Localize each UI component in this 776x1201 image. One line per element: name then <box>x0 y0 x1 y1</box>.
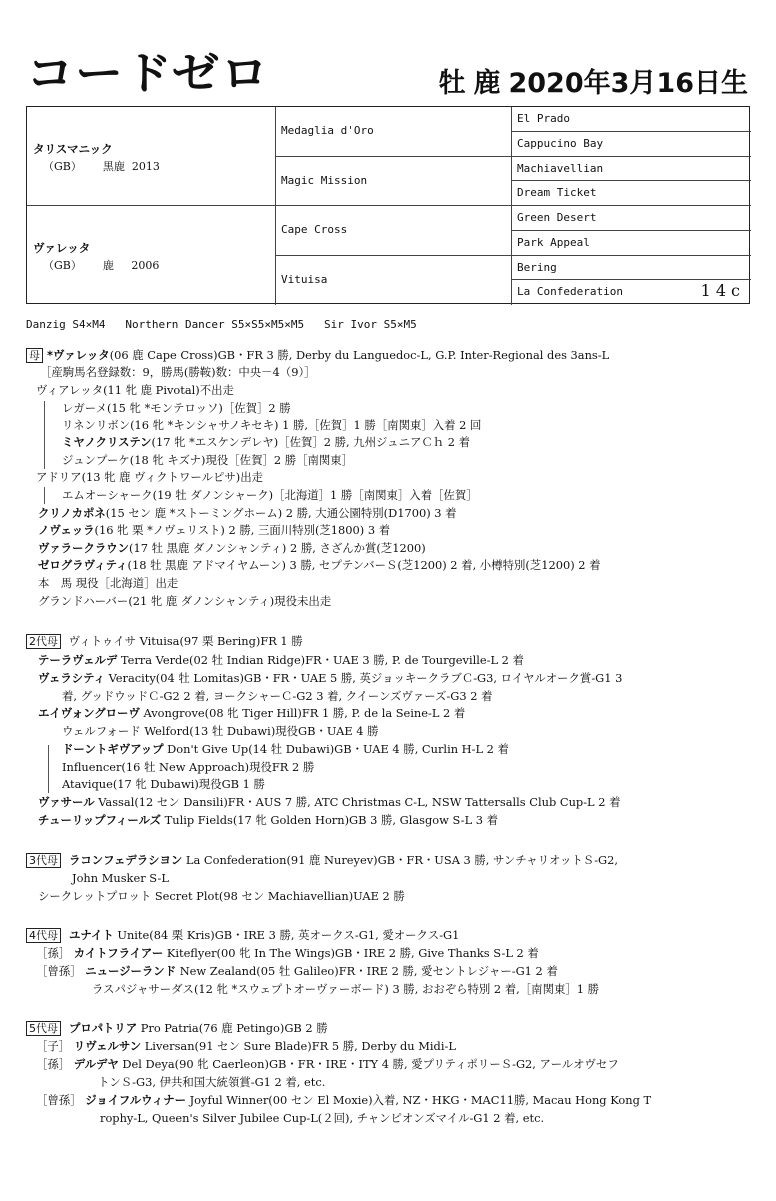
horse-name-bold: ヴァラークラウン <box>38 541 130 555</box>
record-text: (16 牝 栗 *ノヴェリスト) 2 勝, 三面川特別(芝1800) 3 着 <box>94 523 391 537</box>
g3-cell <box>512 231 751 256</box>
horse-color: 鹿 <box>473 68 501 99</box>
record-text: エムオーシャーク(19 牡 ダノンシャーク)［北海道］1 勝［南関東］入着［佐賀］ <box>62 488 478 502</box>
family-line <box>38 813 498 828</box>
g3-cell <box>512 206 751 231</box>
record-text: アドリア(13 牝 鹿 ヴィクトワールピサ)出走 <box>36 470 263 484</box>
record-text: (06 鹿 Cape Cross)GB・FR 3 勝, Derby du Languedoc-L, G.P. Inter-Regional des 3ans-L <box>109 348 610 362</box>
record-text: New Zealand(05 牡 Galileo)FR・IRE 2 勝, 愛セントレジャー-G1 2 着 <box>176 964 558 978</box>
family-line <box>36 946 539 961</box>
record-text: 着, グッドウッドＣ-G2 2 着, ヨークシャーＣ-G2 3 着, クイーンズヴァーズ-G3 2 着 <box>62 689 493 703</box>
family-line <box>38 576 178 591</box>
dam-name: ヴァレッタ <box>33 241 91 255</box>
g3-cell <box>512 181 751 206</box>
family-line <box>36 383 234 398</box>
family-number: 14c <box>700 281 745 301</box>
family-line <box>38 671 622 686</box>
horse-name-bold: ラコンフェデラシヨン <box>65 853 183 867</box>
horse-sex: 牡 <box>438 68 466 99</box>
g3-name: Green Desert <box>517 211 597 224</box>
sire-sire-name: Medaglia d'Oro <box>281 124 374 137</box>
inbreeding-line: Danzig S4×M4 Northern Dancer S5×S5×M5×M5 Sir Ivor S5×M5 <box>26 318 417 331</box>
family-line <box>38 706 465 721</box>
record-text: トンＳ-G3, 伊共和国大統領賞-G1 2 着, etc. <box>98 1075 326 1089</box>
record-text: シークレットプロット Secret Plot(98 セン Machiavellian)UAE 2 勝 <box>38 889 405 903</box>
horse-name-bold: ユナイト <box>65 928 114 942</box>
g3-cell <box>512 107 751 132</box>
record-text: Kiteflyer(00 牝 In The Wings)GB・IRE 2 勝, Give Thanks S-L 2 着 <box>163 946 539 960</box>
g3-name: La Confederation <box>517 285 623 299</box>
record-text: Influencer(16 牡 New Approach)現役FR 2 勝 <box>62 760 315 774</box>
record-text: ［曾孫］ <box>36 1093 86 1107</box>
tree-bar <box>44 487 45 504</box>
record-text: 本 馬 現役［北海道］出走 <box>38 576 179 590</box>
record-text: Atavique(17 牝 Dubawi)現役GB 1 勝 <box>62 777 265 791</box>
generation-tag: 5代母 <box>26 1021 61 1036</box>
family-line <box>36 470 263 485</box>
dam-sire-cell <box>276 206 512 256</box>
family-line <box>38 523 390 538</box>
family-line <box>26 928 459 943</box>
family-line <box>26 348 609 363</box>
horse-birthdate: 2020年3月16日生 <box>508 68 748 99</box>
pedigree-table <box>26 106 750 304</box>
family-line <box>36 1039 456 1054</box>
family-line <box>62 742 509 757</box>
g3-name: El Prado <box>517 112 570 125</box>
horse-name-bold: プロパトリア <box>65 1021 138 1035</box>
family-line <box>26 634 303 649</box>
family-line <box>40 365 316 380</box>
family-line <box>62 401 291 416</box>
family-line <box>62 453 353 468</box>
tree-bar <box>44 401 45 469</box>
horse-name-bold: クリノカポネ <box>38 506 106 520</box>
record-text: John Musker S-L <box>72 871 169 885</box>
sire-cell <box>27 107 276 206</box>
record-text: Tulip Fields(17 牝 Golden Horn)GB 3 勝, Glasgow S-L 3 着 <box>161 813 499 827</box>
family-line <box>36 1057 619 1072</box>
family-line <box>62 418 481 433</box>
record-text: Veracity(04 牡 Lomitas)GB・FR・UAE 5 勝, 英ジョッキークラブＣ-G3, ロイヤルオーク賞-G1 3 <box>104 671 623 685</box>
family-line <box>26 1021 328 1036</box>
dam-sire-name: Cape Cross <box>281 223 348 236</box>
generation-tag: 3代母 <box>26 853 61 868</box>
record-text: Vassal(12 セン Dansili)FR・AUS 7 勝, ATC Christmas C-L, NSW Tattersalls Club Cup-L 2 着 <box>94 795 621 809</box>
family-line <box>62 760 314 775</box>
record-text: (18 牡 黒鹿 アドマイヤムーン) 3 勝, セプテンバーＳ(芝1200) 2 着, 小樽特別(芝1200) 2 着 <box>127 558 601 572</box>
family-line <box>38 889 405 904</box>
record-text: レガーメ(15 牝 *モンテロッソ)［佐賀］2 勝 <box>62 401 291 415</box>
record-text: La Confederation(91 鹿 Nureyev)GB・FR・USA 3 勝, サンチャリオットＳ-G2, <box>182 853 619 867</box>
horse-info <box>430 67 748 101</box>
horse-name-bold: ドーントギヴアップ <box>62 742 164 756</box>
record-text: ヴィトゥイサ Vituisa(97 栗 Bering)FR 1 勝 <box>65 634 303 648</box>
record-text: Joyful Winner(00 セン El Moxie)入着, NZ・HKG・MAC11勝, Macau Hong Kong T <box>186 1093 652 1107</box>
horse-name-bold: ヴァサール <box>38 795 95 809</box>
sire-dam-cell <box>276 157 512 207</box>
sire-sire-cell <box>276 107 512 157</box>
record-text: Liversan(91 セン Sure Blade)FR 5 勝, Derby du Midi-L <box>141 1039 456 1053</box>
record-text: ラスパジャサーダス(12 牝 *スウェプトオーヴァーボード) 3 勝, おおぞら特別 2 着,［南関東］1 勝 <box>92 982 599 996</box>
horse-name: コードゼロ <box>26 47 270 100</box>
record-text: ジュンプーケ(18 牝 キズナ)現役［佐賀］2 勝［南関東］ <box>62 453 354 467</box>
record-text: Don't Give Up(14 牡 Dubawi)GB・UAE 4 勝, Curlin H-L 2 着 <box>163 742 509 756</box>
record-text: ［孫］ <box>36 1057 74 1071</box>
sire-detail: （GB） 黒鹿 2013 <box>43 160 160 173</box>
horse-name-bold: リヴェルサン <box>73 1039 142 1053</box>
generation-tag: 母 <box>26 348 43 363</box>
g3-name: Dream Ticket <box>517 186 597 200</box>
record-text: Avongrove(08 牝 Tiger Hill)FR 1 勝, P. de la Seine-L 2 着 <box>139 706 466 720</box>
family-line <box>26 853 618 868</box>
record-text: Unite(84 栗 Kris)GB・IRE 3 勝, 英オークス-G1, 愛オークス-G1 <box>113 928 460 942</box>
family-line <box>92 982 599 997</box>
record-text: (15 セン 鹿 *ストーミングホーム) 2 勝, 大通公園特別(D1700) 3 着 <box>105 506 457 520</box>
family-line <box>72 871 169 886</box>
g3-name: Cappucino Bay <box>517 136 604 150</box>
record-text: ウェルフォード Welford(13 牡 Dubawi)現役GB・UAE 4 勝 <box>62 724 379 738</box>
g3-name: Machiavellian <box>517 161 604 175</box>
horse-name-bold: チューリップフィールズ <box>38 813 162 827</box>
dam-detail: （GB） 鹿 2006 <box>43 259 160 272</box>
family-line <box>62 689 492 704</box>
g3-cell <box>512 157 751 182</box>
sire-name: タリスマニック <box>33 142 113 156</box>
horse-name-bold: デルデヤ <box>73 1057 119 1071</box>
g3-cell <box>512 132 751 157</box>
horse-name-bold: ノヴェッラ <box>38 523 95 537</box>
family-line <box>62 777 265 792</box>
g3-cell <box>512 280 751 305</box>
g3-name: Bering <box>517 260 557 274</box>
generation-tag: 4代母 <box>26 928 61 943</box>
record-text: Pro Patria(76 鹿 Petingo)GB 2 勝 <box>137 1021 328 1035</box>
record-text: ［孫］ <box>36 946 74 960</box>
record-text: Del Deya(90 牝 Caerleon)GB・FR・IRE・ITY 4 勝, 愛プリティポリーＳ-G2, アールオヴセフ <box>118 1057 619 1071</box>
g3-cell <box>512 256 751 281</box>
record-text: ［子］ <box>36 1039 74 1053</box>
family-line <box>38 558 601 573</box>
family-line <box>38 653 524 668</box>
horse-name-bold: テーラヴェルデ <box>38 653 118 667</box>
family-line <box>36 1093 651 1108</box>
horse-name-bold: ニュージーランド <box>85 964 177 978</box>
horse-name-bold: ミヤノクリステン <box>62 435 152 449</box>
horse-name-bold: ヴェラシティ <box>38 671 105 685</box>
horse-name-bold: *ヴァレッタ <box>47 348 110 362</box>
record-text: ［産駒馬名登録数：9，勝馬(勝鞍)数：中央－4（9）］ <box>40 365 316 379</box>
record-text: Terra Verde(02 牡 Indian Ridge)FR・UAE 3 勝, P. de Tourgeville-L 2 着 <box>117 653 524 667</box>
dam-dam-cell <box>276 256 512 306</box>
sire-dam-name: Magic Mission <box>281 173 368 187</box>
record-text: ヴィアレッタ(11 牝 鹿 Pivotal)不出走 <box>36 383 234 397</box>
family-line <box>38 506 457 521</box>
horse-name-bold: ジョイフルウィナー <box>85 1093 186 1107</box>
record-text: リネンリボン(16 牝 *キンシャサノキセキ) 1 勝,［佐賀］1 勝［南関東］入着 2 回 <box>62 418 482 432</box>
g3-name: Park Appeal <box>517 235 590 249</box>
family-line <box>62 724 379 739</box>
tree-bar <box>48 745 49 793</box>
dam-cell <box>27 206 276 305</box>
horse-name-bold: ゼログラヴィティ <box>38 558 128 572</box>
record-text: (17 牡 黒鹿 ダノンシャンティ) 2 勝, さざんか賞(芝1200) <box>129 541 426 555</box>
family-line <box>38 594 331 609</box>
family-line <box>62 435 470 450</box>
horse-name-bold: エイヴォングローヴ <box>38 706 140 720</box>
family-line <box>38 795 621 810</box>
family-line <box>100 1111 544 1126</box>
record-text: rophy-L, Queen's Silver Jubilee Cup-L(２回), チャンピオンズマイル-G1 2 着, etc. <box>100 1111 545 1125</box>
dam-dam-name: Vituisa <box>281 272 328 286</box>
record-text: (17 牝 *エスケンデレヤ)［佐賀］2 勝, 九州ジュニアＣｈ 2 着 <box>151 435 471 449</box>
family-line <box>38 541 426 556</box>
record-text: グランドハーバー(21 牝 鹿 ダノンシャンティ)現役未出走 <box>38 594 332 608</box>
horse-name-bold: カイトフライアー <box>73 946 164 960</box>
record-text: ［曾孫］ <box>36 964 86 978</box>
generation-tag: 2代母 <box>26 634 61 649</box>
family-line <box>62 488 478 503</box>
family-line <box>36 964 558 979</box>
family-line <box>98 1075 325 1090</box>
